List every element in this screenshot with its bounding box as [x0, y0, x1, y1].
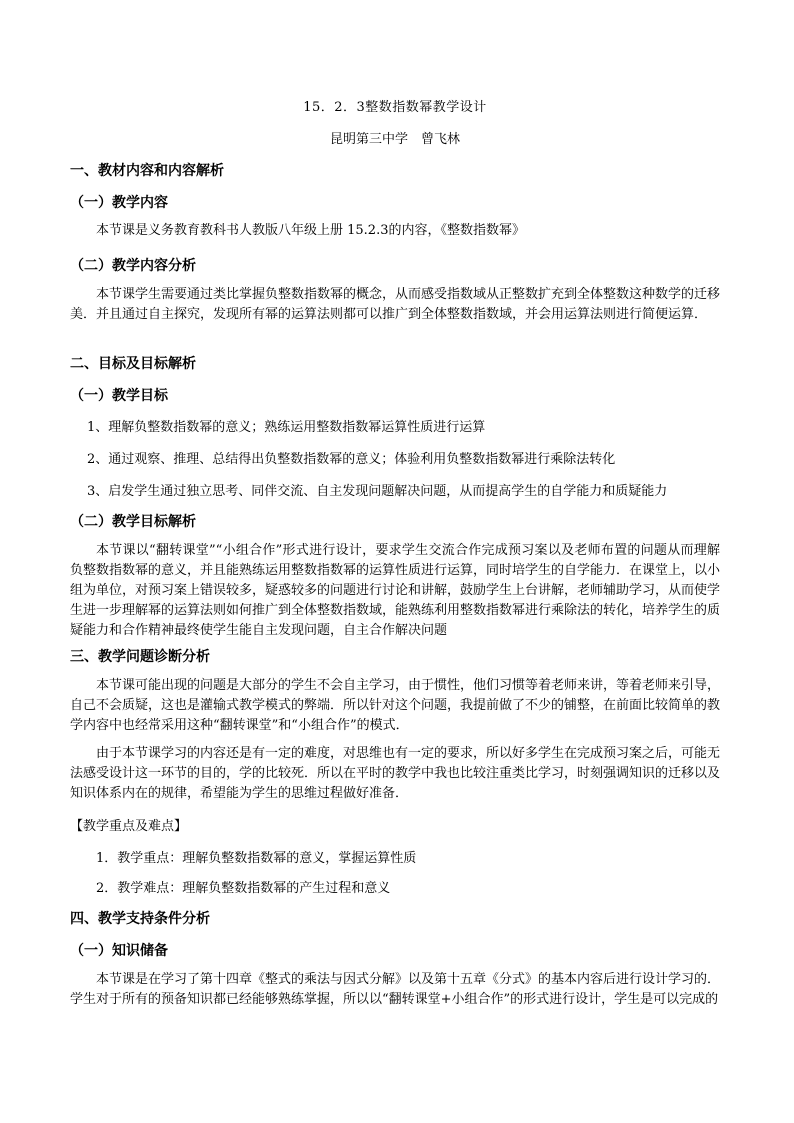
paragraph-teaching-content: 本节课是义务教育教科书人教版八年级上册 15.2.3的内容，《整数指数幂》	[96, 223, 525, 238]
section-heading-2: 二、目标及目标解析	[70, 356, 196, 372]
section-heading-3: 三、教学问题诊断分析	[70, 649, 210, 665]
paragraph-problem-diagnosis-1: 本节课可能出现的问题是大部分的学生不会自主学习，由于惯性，他们习惯等着老师来讲，等着老师来引导，自己不会质疑，这也是灌输式教学模式的弊端．所以针对这个问题，我提前做了不少的铺整，在前面比较简单的教学内容中也经常采用这种“翻转课堂”和“小组合作”的模式．	[70, 678, 721, 733]
section-heading-4: 四、教学支持条件分析	[70, 911, 210, 927]
subsection-content-analysis: （二）教学内容分析	[70, 258, 196, 274]
subsection-teaching-content: （一）教学内容	[70, 195, 168, 211]
goal-item-2: 2、通过观察、推理、总结得出负整数指数幂的意义；体验利用负整数指数幂进行乘除法转化	[87, 452, 616, 467]
key-point-item: 1．教学重点：理解负整数指数幂的意义，掌握运算性质	[96, 851, 417, 866]
key-points-label: 【教学重点及难点】	[70, 819, 188, 834]
goal-item-1: 1、理解负整数指数幂的意义；熟练运用整数指数幂运算性质进行运算	[87, 420, 486, 435]
section-heading-1: 一、教材内容和内容解析	[70, 163, 224, 179]
difficult-point-item: 2．教学难点：理解负整数指数幂的产生过程和意义	[96, 881, 391, 896]
paragraph-problem-diagnosis-2: 由于本节课学习的内容还是有一定的难度，对思维也有一定的要求，所以好多学生在完成预习案之后，可能无法感受设计这一环节的目的，学的比较死．所以在平时的教学中我也比较注重类比学习，时刻强调知识的迁移以及知识体系内在的规律，希望能为学生的思维过程做好准备．	[70, 746, 721, 801]
paragraph-content-analysis: 本节课学生需要通过类比掌握负整数指数幂的概念，从而感受指数域从正整数扩充到全体整数这种数学的迁移美．并且通过自主探究，发现所有幂的运算法则都可以推广到全体整数指数域，并会用运算法则进行简便运算．	[70, 287, 721, 322]
paragraph-knowledge-reserve: 本节课是在学习了第十四章《整式的乘法与因式分解》以及第十五章《分式》的基本内容后进行设计学习的．学生对于所有的预备知识都已经能够熟练掌握，所以以“翻转课堂+小组合作”的形式进行设计，学生是可以完成的	[70, 972, 721, 1007]
document-title: 15．2．3整数指数幂教学设计	[303, 100, 487, 115]
subsection-goal-analysis: （二）教学目标解析	[70, 514, 196, 530]
paragraph-goal-analysis: 本节课以“翻转课堂”“小组合作”形式进行设计，要求学生交流合作完成预习案以及老师布置的问题从而理解负整数指数幂的意义，并且能熟练运用整数指数幂的运算性质进行运算，同时培学生的自学能力．在课堂上，以小组为单位，对预习案上错误较多，疑惑较多的问题进行讨论和讲解，鼓励学生上台讲解，老师辅助学习，从而使学生进一步理解幂的运算法则如何推广到全体整数指数域，能熟练利用整数指数幂进行乘除法的转化，培养学生的质疑能力和合作精神最终使学生能自主发现问题，自主合作解决问题	[70, 543, 721, 638]
subsection-knowledge-reserve: （一）知识储备	[70, 943, 168, 959]
document-author: 昆明第三中学 曾飞林	[329, 132, 460, 147]
subsection-teaching-goals: （一）教学目标	[70, 388, 168, 404]
goal-item-3: 3、启发学生通过独立思考、同伴交流、自主发现问题解决问题，从而提高学生的自学能力和质疑能力	[87, 484, 668, 499]
